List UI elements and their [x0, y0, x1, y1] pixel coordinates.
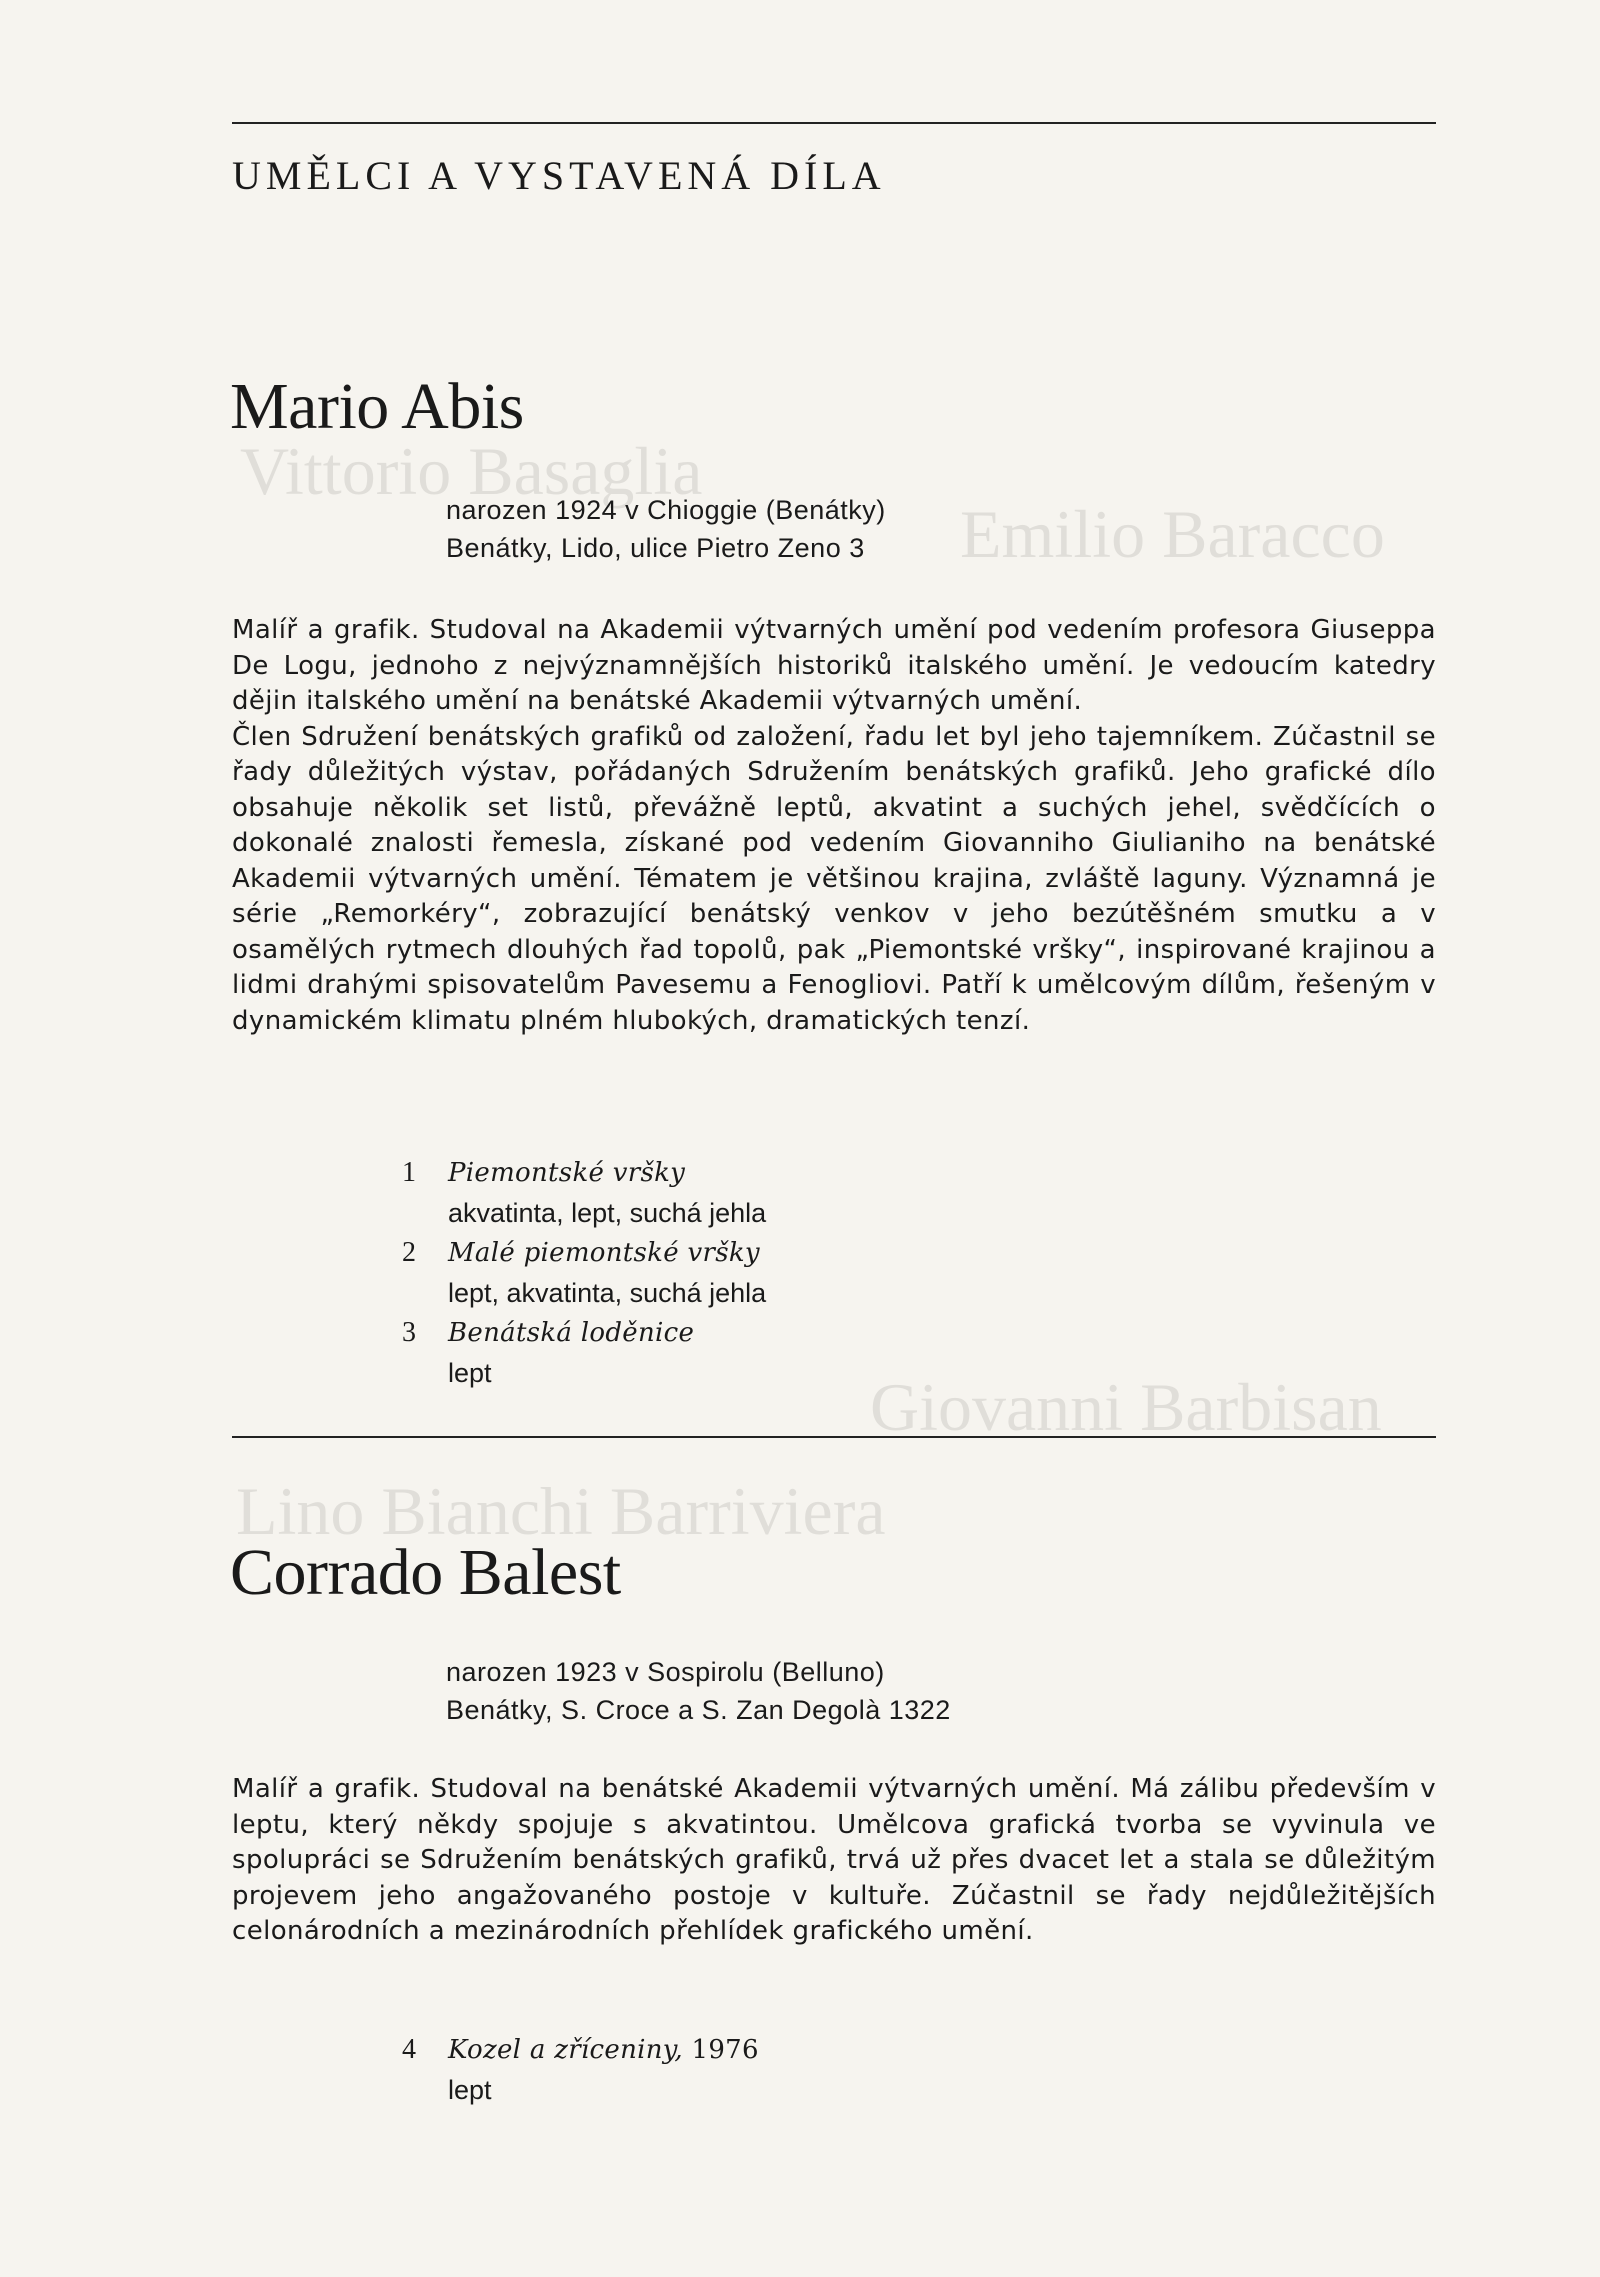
address-info: Benátky, Lido, ulice Pietro Zeno 3	[446, 533, 865, 563]
artist-bio	[232, 613, 1436, 1039]
artist-bio	[232, 1772, 1436, 1950]
work-item	[390, 2030, 759, 2110]
birth-info: narozen 1923 v Sospirolu (Belluno)	[446, 1657, 885, 1687]
work-number: 3	[402, 1317, 416, 1348]
work-title-text: Kozel a zříceniny,	[448, 2035, 683, 2065]
work-year: 1976	[682, 2035, 759, 2065]
top-rule	[232, 122, 1436, 124]
work-item	[390, 1313, 766, 1393]
bio-paragraph: Malíř a grafik. Studoval na benátské Akademii výtvarných umění. Má zálibu především v leptu, který někdy spojuje s akvatintou. Umělcova grafická tvorba se vyvinula ve spolupráci se Sdružením benátských grafiků, trvá už přes dvacet let a stala se důležitým projevem jeho angažovaného postoje v kultuře. Zúčastnil se řady nejdůležitějších celonárodních a mezinárodních přehlídek grafického umění.	[232, 1774, 1436, 1946]
show-through-artwork: Vittorio Basaglia	[240, 433, 703, 509]
artist-name: Mario Abis	[230, 370, 524, 443]
work-title: Malé piemontské vršky	[448, 1238, 760, 1268]
artist-divider-rule	[232, 1436, 1436, 1438]
work-item	[390, 1233, 766, 1313]
bio-paragraph: Člen Sdružení benátských grafiků od založení, řadu let byl jeho tajemníkem. Zúčastnil se řady důležitých výstav, pořádaných Sdružením benátských grafiků. Jeho grafické dílo obsahuje několik set listů, převážně leptů, akvatint a suchých jehel, svědčících o dokonalé znalosti řemesla, získané pod vedením Giovanniho Giulianiho na benátské Akademii výtvarných umění. Tématem je většinou krajina, zvláště laguny. Významná je série „Remorkéry“, zobrazující benátský venkov v jeho bezútěšném smutku a v osamělých rytmech dlouhých řad topolů, pak „Piemontské vršky“, inspirované krajinou a lidmi drahými spisovatelům Pavesemu a Fenogliovi. Patří k umělcovým dílům, řešeným v dynamickém klimatu plném hlubokých, dramatických tenzí.	[232, 721, 1436, 1036]
artist-name: Corrado Balest	[230, 1536, 621, 1609]
show-through-artwork: Emilio Baracco	[960, 496, 1385, 572]
work-technique: lept	[448, 1358, 492, 1388]
work-technique: lept, akvatinta, suchá jehla	[448, 1278, 767, 1308]
birth-info: narozen 1924 v Chioggie (Benátky)	[446, 495, 886, 525]
works-list	[390, 2030, 759, 2110]
work-item	[390, 1153, 766, 1233]
section-title: UMĚLCI A VYSTAVENÁ DÍLA	[232, 153, 886, 198]
works-list	[390, 1153, 766, 1393]
work-number: 4	[402, 2034, 416, 2065]
work-technique: lept	[448, 2075, 492, 2105]
work-number: 2	[402, 1237, 416, 1268]
show-through-artwork: Lino Bianchi Barriviera	[236, 1473, 886, 1549]
artist-meta	[446, 491, 886, 567]
show-through-artwork: Giovanni Barbisan	[870, 1369, 1382, 1445]
work-technique: akvatinta, lept, suchá jehla	[448, 1198, 767, 1228]
address-info: Benátky, S. Croce a S. Zan Degolà 1322	[446, 1695, 951, 1725]
bio-paragraph: Malíř a grafik. Studoval na Akademii výtvarných umění pod vedením profesora Giuseppa De Logu, jednoho z nejvýznamnějších historiků italského umění. Je vedoucím katedry dějin italského umění na benátské Akademii výtvarných umění.	[232, 615, 1436, 716]
work-number: 1	[402, 1157, 416, 1188]
work-title	[448, 2030, 759, 2070]
work-title: Piemontské vršky	[448, 1158, 686, 1188]
artist-meta	[446, 1653, 951, 1729]
work-title: Benátská loděnice	[448, 1318, 695, 1348]
